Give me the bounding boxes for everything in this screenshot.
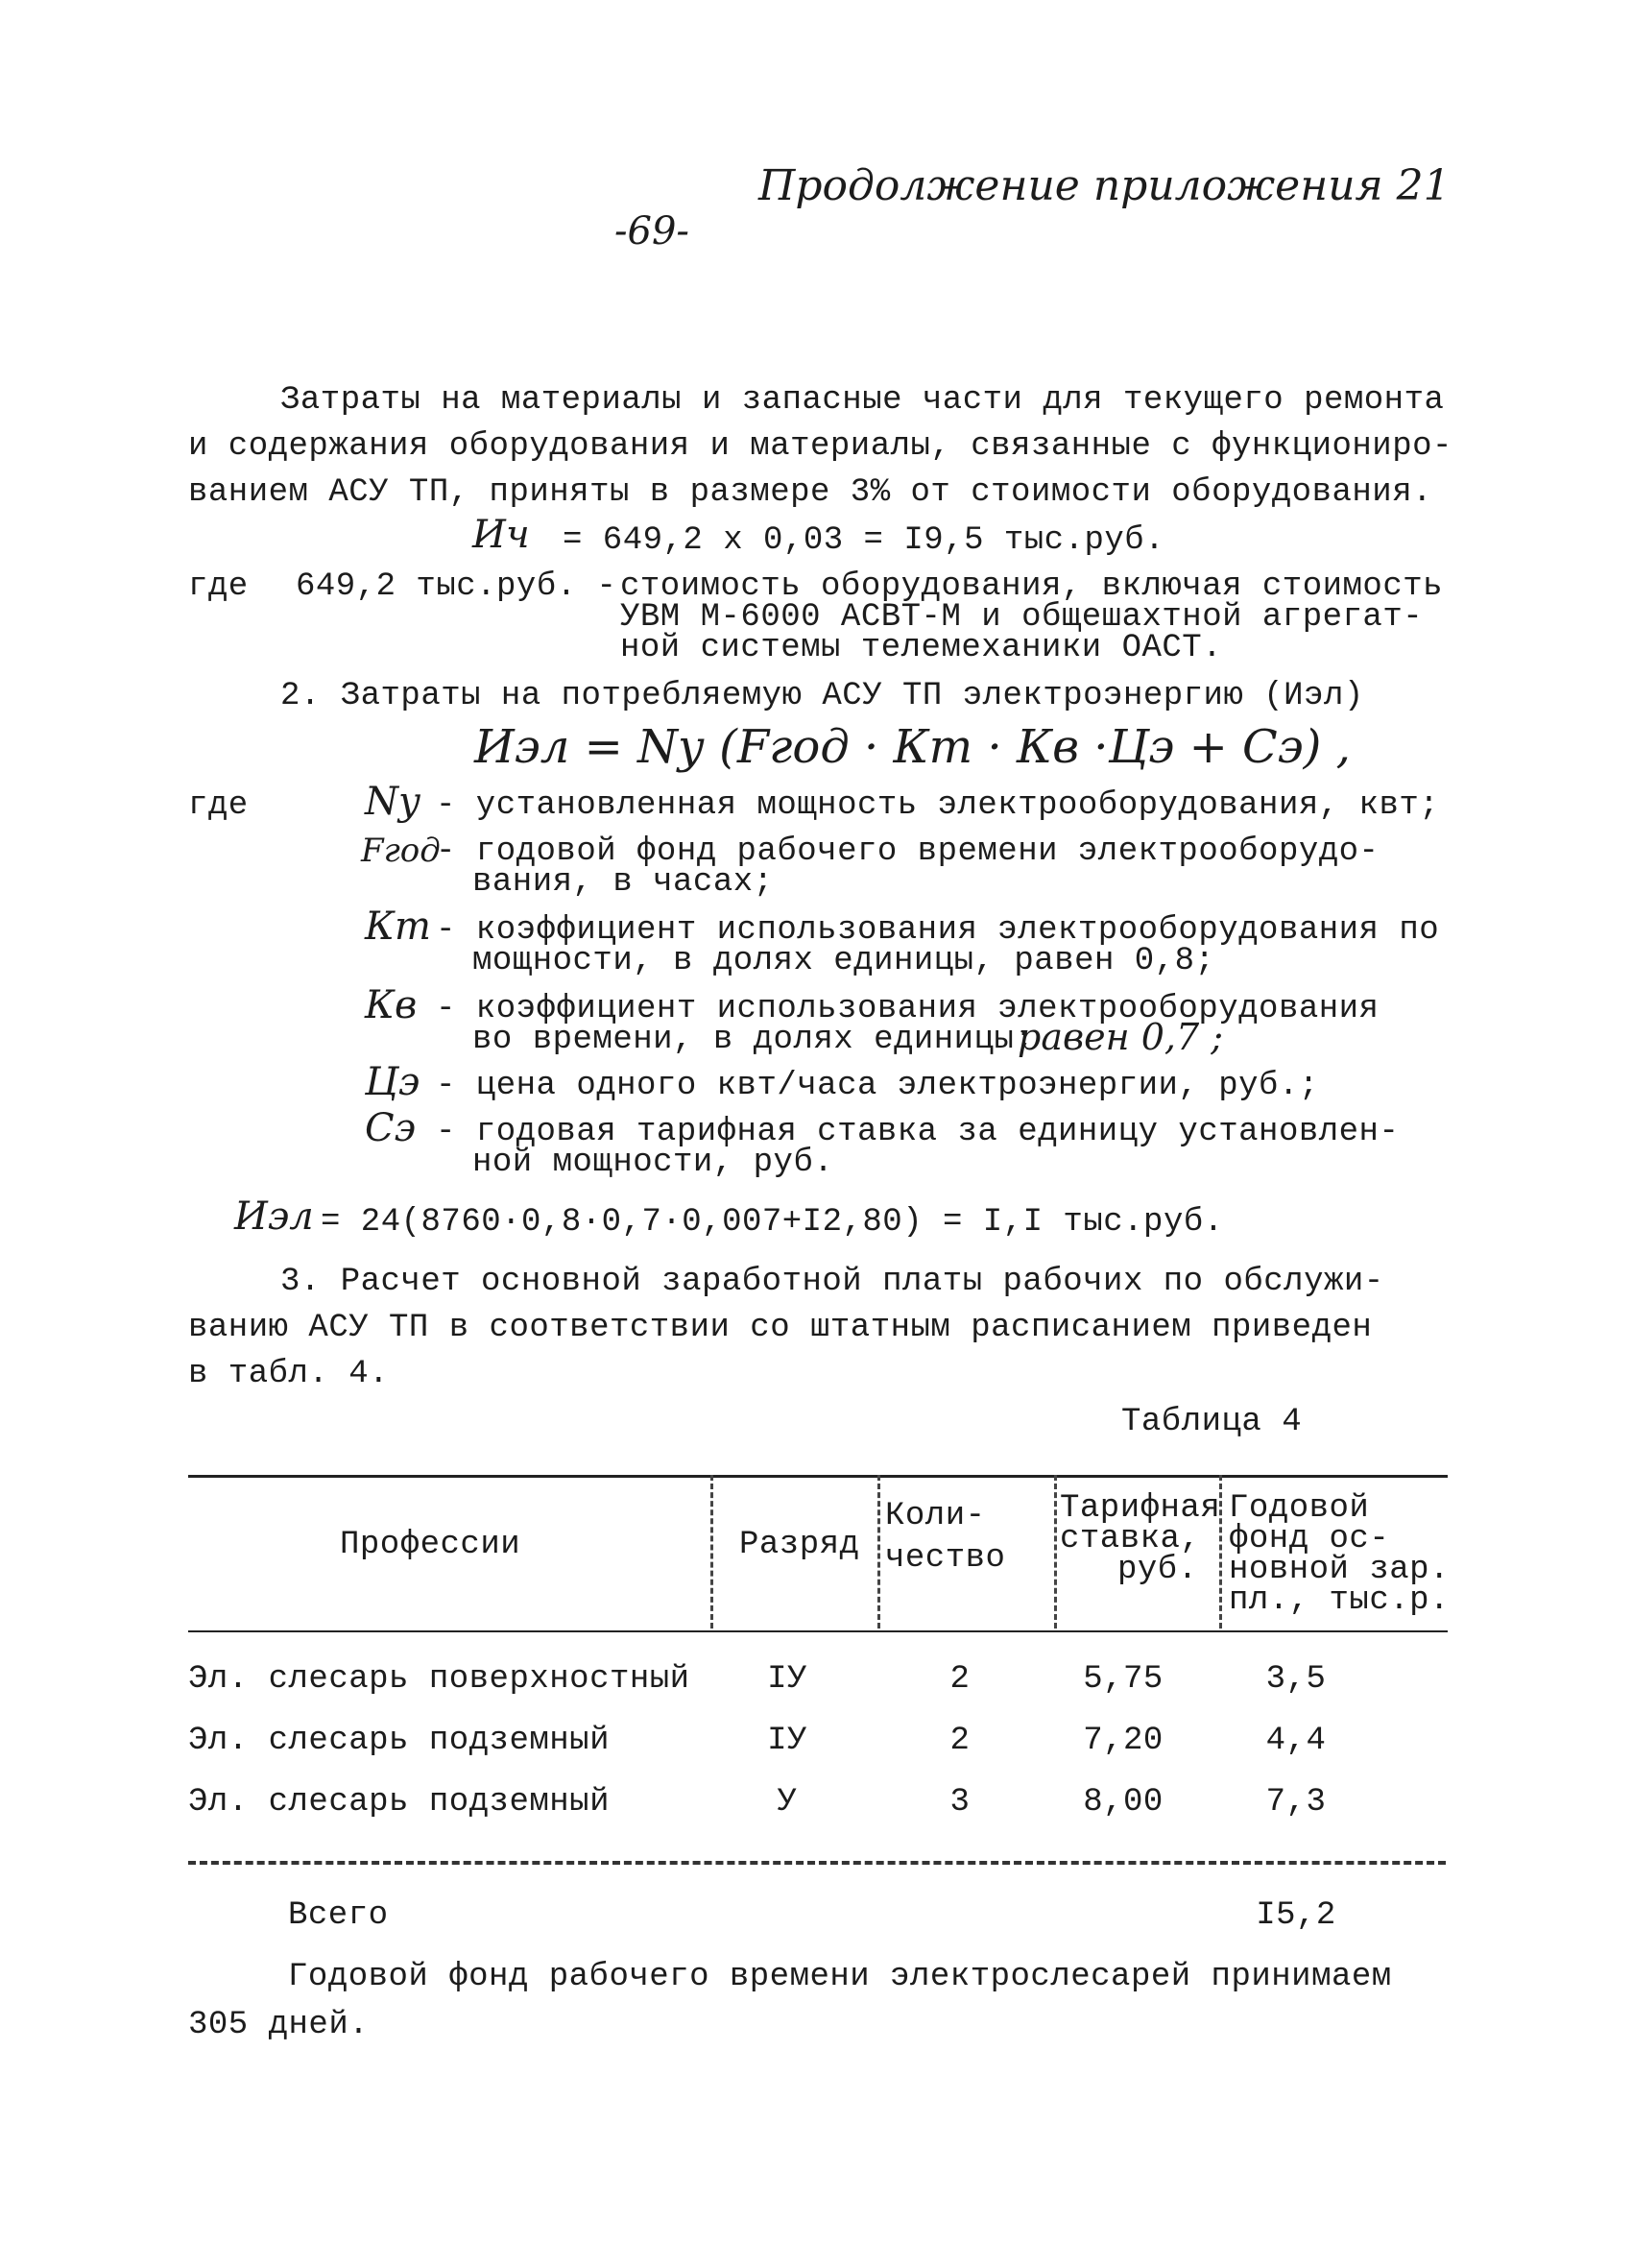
where-desc-1: стоимость оборудования, включая стоимость xyxy=(620,568,1444,605)
def-kv-handwritten: равен 0,7 ; xyxy=(1018,1016,1224,1058)
closing-line-1: Годовой фонд рабочего времени электрослесарей принимаем xyxy=(288,1959,1392,1995)
header-fund-3: новной зар. xyxy=(1229,1552,1450,1588)
table-row-2-rate: 7,20 xyxy=(1083,1723,1164,1759)
header-fund-1: Годовой xyxy=(1229,1490,1370,1527)
where-label-1: где xyxy=(188,568,249,605)
intro-line-1: Затраты на материалы и запасные части для текущего ремонта xyxy=(280,382,1445,419)
header-rate-2: ставка, xyxy=(1060,1521,1201,1557)
def-se-line-1: - годовая тарифная ставка за единицу установлен- xyxy=(436,1114,1400,1150)
def-km-line-2: мощности, в долях единицы, равен 0,8; xyxy=(472,943,1215,979)
col-sep-3 xyxy=(1054,1475,1057,1629)
section3-line-3: в табл. 4. xyxy=(188,1356,390,1392)
symbol-km: Кт xyxy=(365,905,431,949)
table-header-rule xyxy=(188,1630,1448,1632)
table-top-rule xyxy=(188,1475,1448,1478)
def-fgod-line-2: вания, в часах; xyxy=(472,864,774,901)
def-tse-line-1: - цена одного квт/часа электроэнергии, руб.; xyxy=(436,1068,1319,1104)
col-sep-2 xyxy=(877,1475,880,1629)
header-fund-2: фонд ос- xyxy=(1229,1521,1390,1557)
table-row-2-grade: IУ xyxy=(767,1723,807,1759)
header-rate-3: руб. xyxy=(1117,1552,1198,1588)
formula-symbol-im: Ич xyxy=(472,513,530,557)
col-sep-1 xyxy=(710,1475,713,1629)
symbol-se: Сэ xyxy=(365,1106,417,1150)
total-dashed-rule xyxy=(188,1861,1446,1865)
where-desc-2: УВМ М-6000 АСВТ-М и общешахтной агрегат- xyxy=(620,599,1424,636)
def-kv-line-1: - коэффициент использования электрооборудования xyxy=(436,991,1380,1027)
header-fund-4: пл., тыс.р. xyxy=(1229,1582,1450,1619)
intro-line-3: ванием АСУ ТП, приняты в размере 3% от стоимости оборудования. xyxy=(188,474,1433,511)
table-row-1-profession: Эл. слесарь поверхностный xyxy=(188,1661,690,1698)
def-se-line-2: ной мощности, руб. xyxy=(472,1145,834,1181)
table-row-2-fund: 4,4 xyxy=(1265,1723,1327,1759)
where-value: 649,2 тыс.руб. - xyxy=(296,568,617,605)
header-count-2: чество xyxy=(885,1540,1006,1577)
closing-line-2: 305 дней. xyxy=(188,2007,370,2043)
header-count-1: Коли- xyxy=(885,1498,986,1534)
continuation-note: Продолжение приложения 21 xyxy=(758,161,1451,210)
table-row-3-profession: Эл. слесарь подземный xyxy=(188,1784,610,1821)
table-row-3-grade: У xyxy=(777,1784,798,1821)
def-km-line-1: - коэффициент использования электрооборудования по xyxy=(436,912,1440,949)
energy-calculation: = 24(8760·0,8·0,7·0,007+I2,80) = I,I тыс.руб. xyxy=(321,1204,1224,1241)
header-grade: Разряд xyxy=(739,1527,860,1563)
def-fgod-line-1: - годовой фонд рабочего времени электрооборудо- xyxy=(436,833,1380,870)
table-row-2-profession: Эл. слесарь подземный xyxy=(188,1723,610,1759)
formula-materials: = 649,2 х 0,03 = I9,5 тыс.руб. xyxy=(563,522,1165,559)
symbol-ny: Nу xyxy=(365,780,421,824)
symbol-tse: Цэ xyxy=(365,1060,420,1104)
table-row-3-fund: 7,3 xyxy=(1265,1784,1327,1821)
total-value: I5,2 xyxy=(1256,1897,1336,1934)
section3-line-2: ванию АСУ ТП в соответствии со штатным расписанием приведен xyxy=(188,1310,1373,1346)
header-profession: Профессии xyxy=(340,1527,521,1563)
table-row-2-count: 2 xyxy=(949,1723,971,1759)
where-label-2: где xyxy=(188,787,249,824)
header-rate-1: Тарифная xyxy=(1060,1490,1221,1527)
table-row-3-count: 3 xyxy=(949,1784,971,1821)
total-label: Всего xyxy=(288,1897,389,1934)
section2-heading: 2. Затраты на потребляемую АСУ ТП электроэнергию (Иэл) xyxy=(280,678,1364,714)
page-number: -69- xyxy=(614,209,689,253)
table-row-1-count: 2 xyxy=(949,1661,971,1698)
table-caption: Таблица 4 xyxy=(1121,1404,1303,1440)
def-ny-line-1: - установленная мощность электрооборудования, квт; xyxy=(436,787,1440,824)
table-row-1-fund: 3,5 xyxy=(1265,1661,1327,1698)
section2-formula: Иэл = Nу (Fгод · Кт · Кв ·Цэ + Сэ) , xyxy=(474,720,1351,774)
table-row-3-rate: 8,00 xyxy=(1083,1784,1164,1821)
intro-line-2: и содержания оборудования и материалы, связанные с функциониро- xyxy=(188,428,1452,465)
table-row-1-grade: IУ xyxy=(767,1661,807,1698)
where-desc-3: ной системы телемеханики ОАСТ. xyxy=(620,630,1223,666)
symbol-kv: Кв xyxy=(365,983,418,1027)
section3-line-1: 3. Расчет основной заработной платы рабочих по обслужи- xyxy=(280,1264,1384,1300)
def-kv-line-2: во времени, в долях единицы; xyxy=(472,1022,1035,1058)
symbol-fgod: Fгод xyxy=(361,832,441,870)
table-row-1-rate: 5,75 xyxy=(1083,1661,1164,1698)
calc-symbol: Иэл xyxy=(234,1194,314,1239)
